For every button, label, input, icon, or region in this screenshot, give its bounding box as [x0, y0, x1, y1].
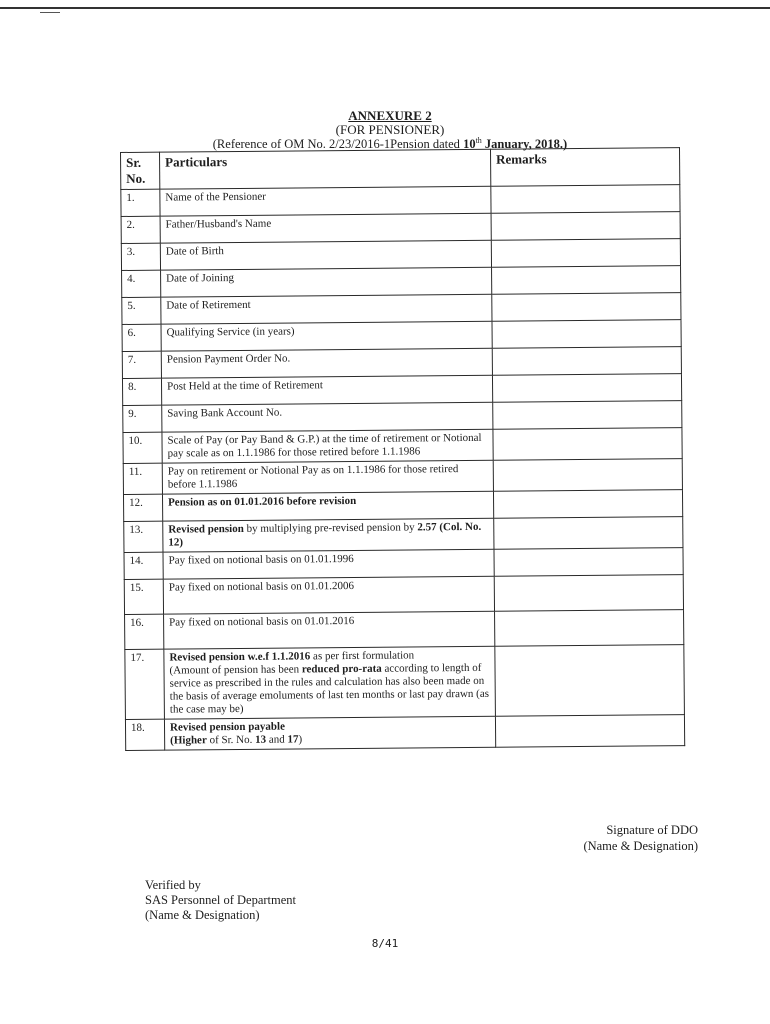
table-row — [123, 428, 682, 464]
ddo-signature-block — [583, 822, 698, 854]
row-particular: Pension as on 01.01.2016 before revision — [162, 491, 493, 521]
row-particular: Pay on retirement or Notional Pay as on 1.1.1986 for those retired before 1.1.1986 — [162, 460, 493, 494]
row-remarks-field[interactable] — [491, 239, 680, 268]
row-text: (Amount of pension has been — [169, 663, 302, 677]
row-bold-text: 13 — [255, 733, 267, 746]
row-number: 3. — [121, 243, 160, 270]
row-remarks-field[interactable] — [495, 610, 684, 647]
row-number: 2. — [121, 216, 160, 243]
row-bold-text: (Higher — [170, 734, 207, 747]
row-number: 12. — [123, 494, 162, 521]
row-number: 1. — [121, 189, 160, 216]
row-number: 15. — [124, 579, 163, 614]
row-particular: Saving Bank Account No. — [162, 402, 493, 432]
row-remarks-field[interactable] — [492, 320, 681, 349]
verifier-department: SAS Personnel of Department — [145, 893, 297, 907]
annexure-subtitle: (FOR PENSIONER) — [335, 122, 445, 137]
row-text: of Sr. No. — [206, 733, 256, 747]
row-remarks-field[interactable] — [491, 212, 680, 241]
row-text: according to length of service as prescribed in the rules and calculation has also been made on the basis of average emoluments of last ten months or last pay drawn (as the case may be) — [169, 661, 490, 716]
ddo-name-designation: (Name & Designation) — [583, 839, 698, 853]
row-text: and — [266, 733, 288, 746]
top-border-line — [0, 7, 770, 9]
row-remarks-field[interactable] — [493, 428, 682, 461]
row-remarks-field[interactable] — [492, 347, 681, 376]
row-remarks-field[interactable] — [495, 645, 685, 717]
header-particulars: Particulars — [160, 149, 491, 189]
verifier-name-designation: (Name & Designation) — [145, 908, 260, 922]
reference-date: January, 2018.) — [481, 137, 568, 152]
row-particular: Pay fixed on notional basis on 01.01.2006 — [163, 576, 494, 614]
header-remarks: Remarks — [490, 148, 679, 187]
row-particular: Post Held at the time of Retirement — [161, 375, 492, 405]
row-number: 7. — [122, 351, 161, 378]
row-text: by multiplying pre-revised pension by — [243, 521, 418, 535]
pension-form-table — [120, 147, 685, 751]
row-particular: Pay fixed on notional basis on 01.01.1996 — [163, 549, 494, 579]
row-particular: Name of the Pensioner — [160, 186, 491, 216]
row-number: 6. — [122, 324, 161, 351]
row-number: 14. — [124, 552, 163, 579]
row-bold-text: Revised pension — [168, 522, 244, 536]
row-bold-text: Revised pension w.e.f 1.1.2016 — [169, 650, 311, 664]
row-particular: Father/Husband's Name — [160, 213, 491, 243]
table-row — [125, 645, 685, 720]
row-particular — [163, 518, 494, 552]
row-particular: Date of Retirement — [161, 294, 492, 324]
verified-by-label: Verified by — [145, 878, 201, 892]
top-border-mark — [40, 12, 60, 13]
row-number: 9. — [123, 405, 162, 432]
verified-by-block — [145, 878, 296, 923]
row-bold-text: reduced pro-rata — [301, 662, 382, 676]
page-number: 8/41 — [371, 937, 399, 950]
row-bold-text: 2.57 (Col. No. 12) — [168, 520, 482, 549]
row-remarks-field[interactable] — [494, 548, 683, 577]
table-row — [124, 575, 683, 615]
table-row — [124, 517, 683, 553]
row-number: 10. — [123, 432, 162, 463]
row-remarks-field[interactable] — [491, 185, 680, 214]
annexure-title: ANNEXURE 2 — [348, 108, 432, 123]
table-header-row — [121, 148, 680, 190]
row-bold-text: 17 — [287, 733, 299, 746]
row-number: 8. — [122, 378, 161, 405]
row-remarks-field[interactable] — [492, 293, 681, 322]
table-row — [125, 715, 684, 751]
row-number: 17. — [125, 649, 165, 719]
reference-suffix: th — [475, 136, 482, 145]
table-row — [125, 610, 684, 650]
row-remarks-field[interactable] — [493, 490, 682, 519]
row-remarks-field[interactable] — [493, 401, 682, 430]
row-remarks-field[interactable] — [492, 266, 681, 295]
row-number: 11. — [123, 463, 162, 494]
row-number: 4. — [122, 270, 161, 297]
row-remarks-field[interactable] — [494, 575, 683, 612]
row-number: 13. — [124, 521, 163, 552]
ddo-signature-label: Signature of DDO — [606, 823, 698, 837]
row-particular: Pay fixed on notional basis on 01.01.2016 — [164, 611, 495, 649]
row-particular — [164, 716, 495, 750]
row-remarks-field[interactable] — [493, 459, 682, 492]
row-remarks-field[interactable] — [494, 517, 683, 550]
row-number: 16. — [125, 614, 164, 649]
row-text: as per first formulation — [310, 649, 415, 663]
table-row — [123, 459, 682, 495]
row-particular: Date of Joining — [161, 267, 492, 297]
row-particular: Pension Payment Order No. — [161, 348, 492, 378]
row-particular: Qualifying Service (in years) — [161, 321, 492, 351]
header-sr-no: Sr. No. — [121, 152, 160, 189]
row-number: 5. — [122, 297, 161, 324]
row-text: ) — [298, 733, 303, 746]
row-particular: Date of Birth — [160, 240, 491, 270]
row-remarks-field[interactable] — [495, 715, 684, 748]
row-bold-text: Revised pension payable — [169, 720, 285, 734]
reference-prefix: (Reference of OM No. 2/23/2016-1Pension dated — [212, 137, 464, 152]
row-number: 18. — [125, 719, 164, 750]
row-particular — [164, 646, 496, 719]
row-remarks-field[interactable] — [492, 374, 681, 403]
reference-day: 10 — [463, 137, 476, 152]
row-particular: Scale of Pay (or Pay Band & G.P.) at the time of retirement or Notional pay scale as on 1.1.1986 for those retired before 1.1.1986 — [162, 429, 493, 463]
